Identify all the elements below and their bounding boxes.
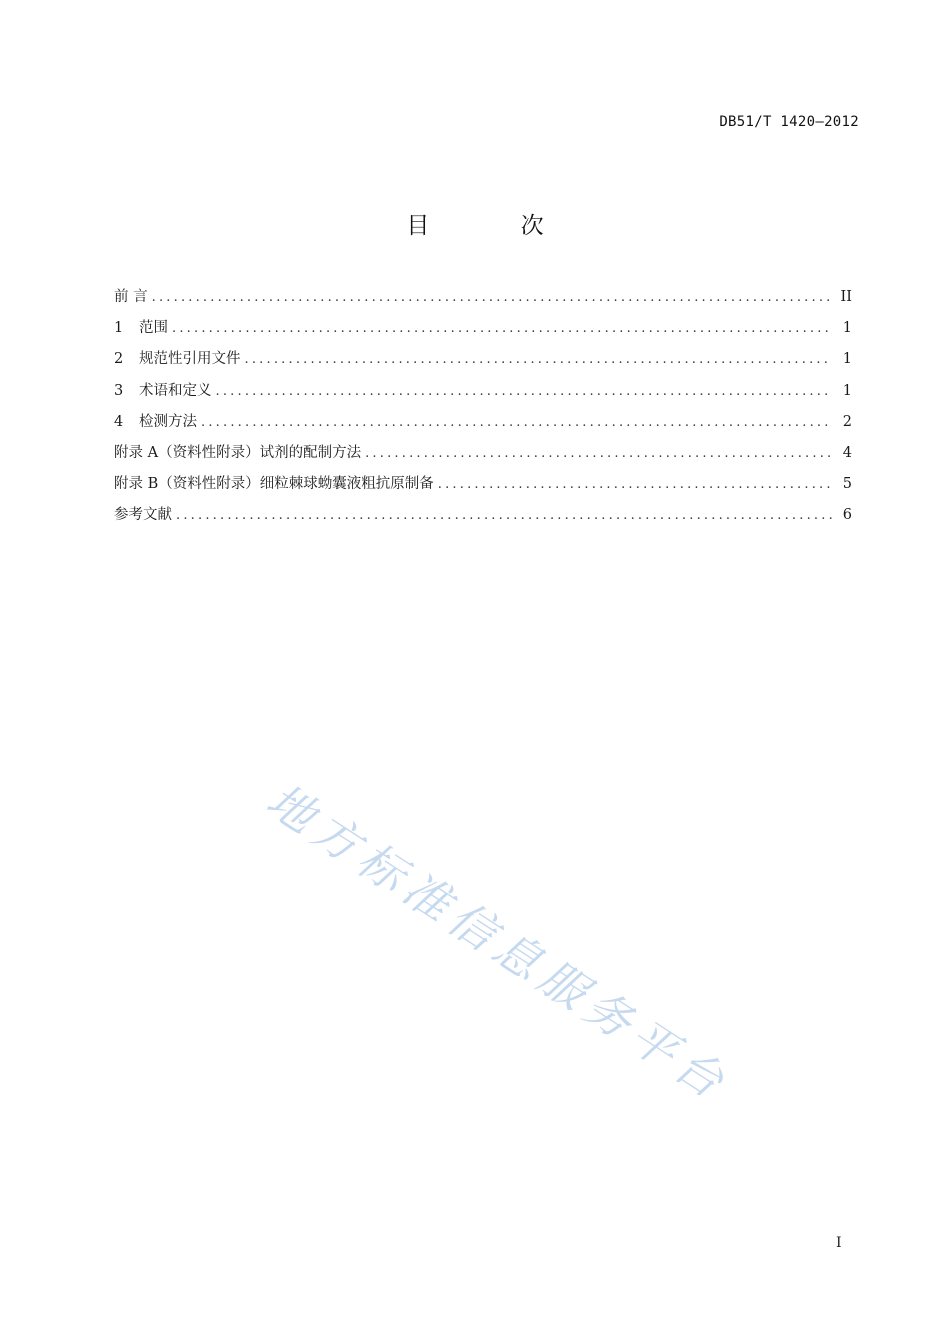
toc-entry-number: 2 [114, 351, 124, 368]
toc-entry-label: 1 范围 [114, 317, 172, 339]
toc-entry-page: 2 [842, 413, 852, 430]
toc-leader-dots [438, 474, 832, 496]
toc-entry-terms-definitions[interactable] [114, 380, 852, 411]
toc-leader-dots [152, 287, 832, 309]
toc-entry-page: 1 [842, 351, 852, 368]
document-code: DB51/T 1420—2012 [719, 114, 859, 130]
toc-entry-page: 1 [842, 382, 852, 399]
toc-entry-label: 附录 B（资料性附录）细粒棘球蚴囊液粗抗原制备 [114, 476, 434, 493]
toc-entry-test-methods[interactable] [114, 411, 852, 442]
toc-entry-label: 2 规范性引用文件 [114, 348, 245, 370]
page-number: I [836, 1235, 842, 1251]
toc-entry-page: 1 [842, 320, 852, 337]
toc-leader-dots [216, 381, 833, 403]
watermark-text: 地方标准信息服务平台 [257, 772, 740, 1113]
toc-entry-page: 5 [842, 476, 852, 493]
toc-entry-bibliography[interactable] [114, 504, 852, 535]
toc-leader-dots [245, 349, 833, 371]
toc-entry-number: 1 [114, 320, 124, 337]
toc-leader-dots [176, 505, 832, 527]
toc-entry-scope[interactable] [114, 317, 852, 348]
table-of-contents [114, 286, 852, 536]
toc-entry-label: 附录 A（资料性附录）试剂的配制方法 [114, 444, 362, 461]
toc-entry-page: 4 [842, 444, 852, 461]
toc-entry-number: 3 [114, 382, 124, 399]
toc-leader-dots [201, 412, 832, 434]
toc-entry-appendix-a[interactable] [114, 442, 852, 473]
toc-entry-page: II [840, 289, 852, 305]
toc-entry-normative-references[interactable] [114, 348, 852, 379]
toc-entry-label: 参考文献 [114, 507, 172, 524]
toc-entry-number: 4 [114, 413, 124, 430]
toc-entry-page: 6 [842, 507, 852, 524]
toc-leader-dots [365, 443, 832, 465]
toc-entry-label: 4 检测方法 [114, 411, 201, 433]
toc-leader-dots [172, 318, 832, 340]
toc-entry-label: 3 术语和定义 [114, 380, 216, 402]
toc-entry-foreword[interactable] [114, 286, 852, 317]
toc-entry-appendix-b[interactable] [114, 473, 852, 504]
toc-entry-label: 前 言 [114, 289, 148, 305]
page-title: 目 次 [406, 213, 586, 239]
